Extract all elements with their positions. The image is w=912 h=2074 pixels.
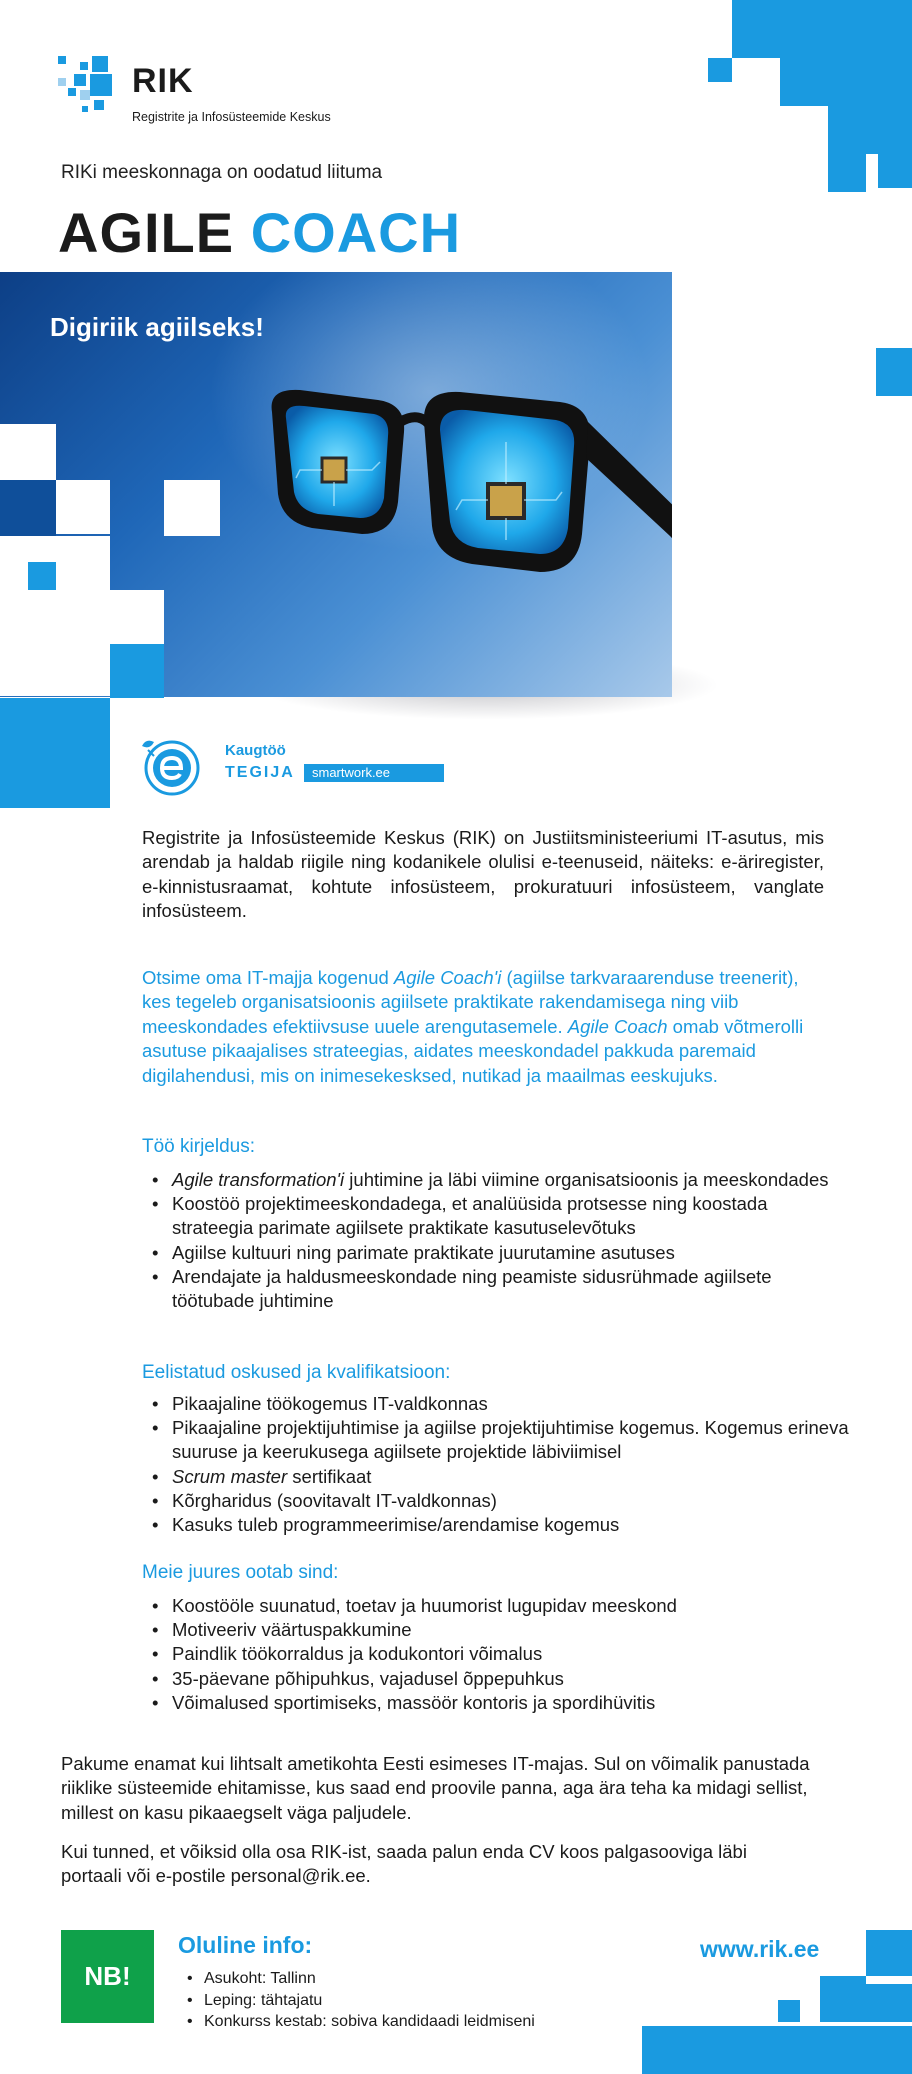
page-title — [58, 200, 461, 265]
list-item — [172, 1168, 852, 1192]
website-link[interactable]: www.rik.ee — [700, 1936, 820, 1962]
role-text-2: Agile Coach'i — [393, 967, 502, 988]
deco-square — [876, 348, 912, 396]
nb-badge: NB! — [61, 1930, 154, 2023]
partner-word-1: Kaugtöö — [225, 742, 286, 759]
deco-square — [878, 154, 912, 188]
kaugtoo-tegija-logo — [132, 728, 452, 798]
intro-paragraph: Registrite ja Infosüsteemide Keskus (RIK) on Justiitsministeeriumi IT-asutus, mis arendab ja haldab riigile ning kodanikele olulisi e-teenuseid, näiteks: e-äriregister, e-kinnistusraamat, kohtute infosüsteem, prokuratuuri infosüsteem, vanglate infosüsteem. — [142, 827, 824, 922]
skills-item-3-em: Scrum master — [172, 1465, 288, 1487]
deco-square — [828, 154, 866, 192]
hero-caption: Digiriik agiilseks! — [50, 312, 264, 342]
deco-square — [708, 58, 732, 82]
deco-square — [732, 0, 912, 58]
deco-square — [164, 480, 220, 536]
list-item: • Pikaajaline projektijuhtimise ja agiilse projektijuhtimise kogemus. Kogemus erineva suuruse ja keerukusega agiilsete projektide läbiviimisel — [172, 1416, 862, 1464]
offer-list — [142, 1594, 852, 1715]
list-item: • Asukoht: Tallinn — [204, 1968, 535, 1990]
partner-word-2: TEGIJA — [225, 764, 295, 781]
deco-square — [0, 698, 110, 808]
deco-square — [28, 562, 56, 590]
deco-square — [780, 58, 912, 106]
list-item: • Pikaajaline töökogemus IT-valdkonnas — [172, 1392, 862, 1416]
job-item-1-em: Agile transformation'i — [172, 1169, 345, 1190]
list-item: • Konkurss kestab: sobiva kandidaadi leidmiseni — [204, 2011, 535, 2033]
skills-item-3-text: sertifikaat — [287, 1465, 372, 1487]
deco-square — [778, 2000, 800, 2022]
info-list — [178, 1968, 535, 2033]
role-text-5: omab võtmerolli asutuse pikaajalises strateegias, aidates meeskondadel pakkuda paremaid digilahendusi, mis on inimesekesksed, nutikad ja maailmas eeskujuks. — [142, 1015, 804, 1086]
list-item: • Motiveeriv väärtuspakkumine — [172, 1618, 852, 1642]
deco-square — [866, 1930, 912, 1976]
deco-square — [828, 106, 912, 154]
role-text-4: Agile Coach — [567, 1015, 668, 1037]
deco-square — [0, 424, 56, 480]
list-item: • Leping: tähtajatu — [204, 1990, 535, 2012]
info-title: Oluline info: — [178, 1932, 313, 1958]
rik-logo-icon — [58, 56, 120, 118]
deco-square — [110, 644, 164, 698]
deco-square — [56, 480, 110, 534]
deco-square — [0, 536, 110, 696]
deco-square — [0, 480, 56, 536]
skills-heading: Eelistatud oskused ja kvalifikatsioon: — [142, 1362, 451, 1383]
job-heading: Töö kirjeldus: — [142, 1136, 255, 1157]
logo-subtitle: Registrite ja Infosüsteemide Keskus — [132, 110, 331, 124]
closing-paragraph-2: Kui tunned, et võiksid olla osa RIK-ist, saada palun enda CV koos palgasooviga läbi portaali või e-postile personal@rik.ee. — [61, 1841, 747, 1887]
deco-square — [730, 2026, 912, 2074]
list-item — [172, 1465, 862, 1489]
partner-site: smartwork.ee — [304, 764, 444, 782]
closing-paragraph-1: Pakume enamat kui lihtsalt ametikohta Eesti esimeses IT-majas. Sul on võimalik panustada riiklike süsteemide ehitamisse, kus saad end proovile panna, aga ära teha ka midagi sellist, millest on kasu pikaaegselt väga paljudele. — [61, 1753, 810, 1823]
list-item: • Arendajate ja haldusmeeskondade ning peamiste sidusrühmade agiilsete töötubade juhtimine — [172, 1265, 852, 1313]
role-text-1: Otsime oma IT-majja kogenud — [142, 967, 394, 988]
deco-square — [642, 2026, 730, 2074]
role-description — [142, 966, 814, 1088]
logo-name: RIK — [132, 62, 194, 100]
list-item: • Agiilse kultuuri ning parimate praktikate juurutamine asutuses — [172, 1241, 852, 1265]
list-item: • 35-päevane põhipuhkus, vajadusel õppepuhkus — [172, 1667, 852, 1691]
job-list — [142, 1168, 852, 1313]
title-part-1: AGILE — [58, 201, 235, 264]
list-item: • Kõrgharidus (soovitavalt IT-valdkonnas) — [172, 1489, 862, 1513]
job-item-1-text: juhtimine ja läbi viimine organisatsioonis ja meeskondades — [344, 1169, 829, 1190]
offer-heading: Meie juures ootab sind: — [142, 1562, 339, 1583]
tagline: RIKi meeskonnaga on oodatud liituma — [61, 162, 383, 183]
skills-list — [142, 1392, 862, 1537]
rik-logo — [58, 56, 358, 126]
deco-square — [820, 1976, 866, 2022]
list-item: • Võimalused sportimiseks, massöör kontoris ja spordihüvitis — [172, 1691, 852, 1715]
list-item: • Paindlik töökorraldus ja kodukontori võimalus — [172, 1642, 852, 1666]
e-logo-icon — [132, 728, 210, 798]
list-item: • Koostöö projektimeeskondadega, et analüüsida protsesse ning koostada strateegia parimate agiilsete praktikate kasutuselevõtuks — [172, 1192, 852, 1240]
title-part-2: COACH — [250, 201, 462, 264]
list-item: • Koostööle suunatud, toetav ja huumorist lugupidav meeskond — [172, 1594, 852, 1618]
role-text-3: (agiilse tarkvaraarenduse treenerit), kes tegeleb organisatsioonis agiilsete praktikate rakendamisega ning viib meeskondades efektiivsuse uuele arengutasemele. — [142, 967, 799, 1037]
list-item: • Kasuks tuleb programmeerimise/arendamise kogemus — [172, 1513, 862, 1537]
deco-square — [866, 1984, 912, 2022]
